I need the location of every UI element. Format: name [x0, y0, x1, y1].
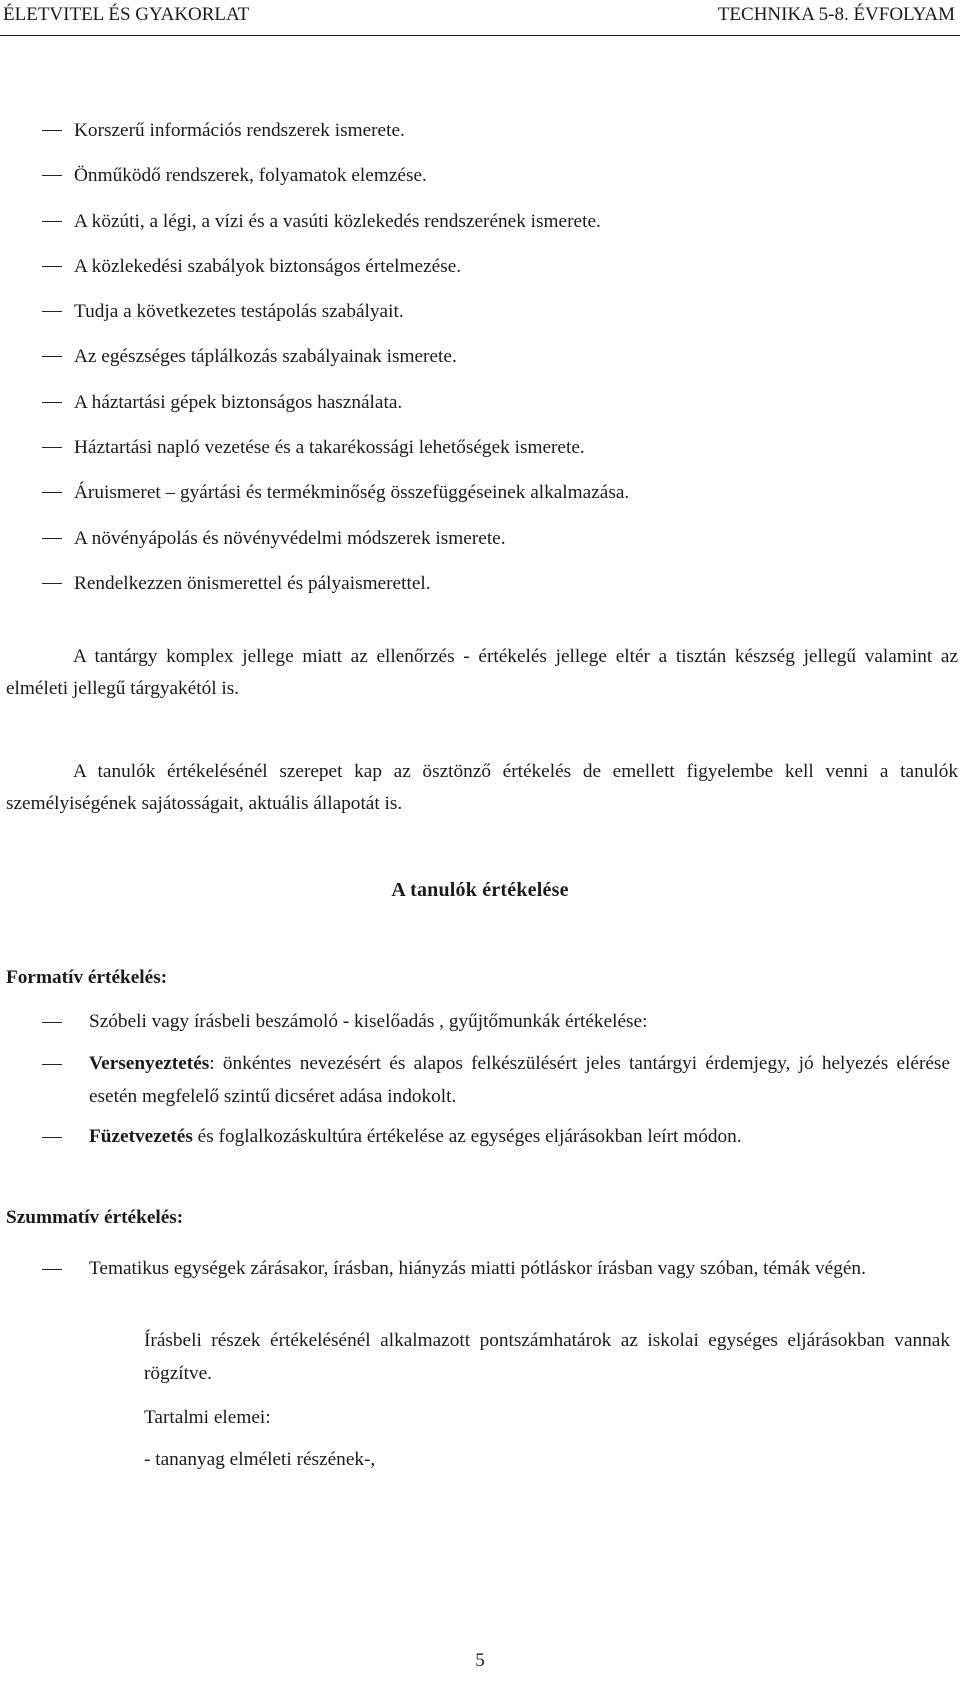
list-item-text: Háztartási napló vezetése és a takarékossági lehetőségek ismerete.: [74, 437, 585, 459]
dash-bullet-icon: [42, 402, 62, 403]
list-item: [0, 380, 900, 425]
dash-bullet-icon: [42, 447, 62, 448]
list-item-text: A növényápolás és növényvédelmi módszerek ismerete.: [74, 527, 506, 549]
dash-bullet-icon: [42, 311, 62, 312]
formative-heading: Formatív értékelés:: [6, 967, 168, 988]
list-item: [0, 1252, 950, 1285]
dash-bullet-icon: [42, 175, 62, 176]
list-item: [0, 1120, 950, 1153]
list-item: [0, 470, 900, 515]
list-item-text: A háztartási gépek biztonságos használata.: [74, 391, 403, 413]
bold-term: Versenyeztetés: [89, 1053, 210, 1074]
dash-bullet-icon: [42, 1022, 62, 1023]
content-element-item: - tananyag elméleti részének-,: [144, 1449, 376, 1470]
list-item: [0, 561, 900, 606]
dash-bullet-icon: [42, 130, 62, 131]
summative-heading: Szummatív értékelés:: [6, 1207, 184, 1228]
header-divider: [0, 35, 960, 36]
goals-list: [0, 108, 900, 606]
dash-bullet-icon: [42, 1269, 62, 1270]
header-subject-title: ÉLETVITEL ÉS GYAKORLAT: [3, 4, 250, 25]
dash-bullet-icon: [42, 266, 62, 267]
dash-bullet-icon: [42, 356, 62, 357]
list-item-rest: és foglalkozáskultúra értékelése az egységes eljárásokban leírt módon.: [192, 1126, 742, 1147]
dash-bullet-icon: [42, 583, 62, 584]
list-item: [0, 334, 900, 379]
list-item-text: Szóbeli vagy írásbeli beszámoló - kiselőadás , gyűjtőmunkák értékelése:: [89, 1011, 648, 1032]
motivational-assessment-paragraph: A tanulók értékelésénél szerepet kap az ösztönző értékelés de emellett figyelembe kell venni a tanulók személyiségének sajátosságait, aktuális állapotát is.: [6, 761, 958, 814]
list-item: [0, 425, 900, 470]
written-scoring-text: Írásbeli részek értékelésénél alkalmazott pontszámhatárok az iskolai egységes eljárásokban vannak rögzítve.: [144, 1330, 950, 1384]
list-item-text: Rendelkezzen önismerettel és pályaismerettel.: [74, 572, 431, 594]
page-header: [0, 4, 960, 34]
list-item-text: Tudja a következetes testápolás szabályait.: [74, 301, 404, 323]
dash-bullet-icon: [42, 492, 62, 493]
list-item: [0, 1005, 950, 1038]
list-item-text: Tematikus egységek zárásakor, írásban, hiányzás miatti pótláskor írásban vagy szóban, témák végén.: [89, 1258, 866, 1279]
list-item: [0, 516, 900, 561]
dash-bullet-icon: [42, 221, 62, 222]
list-item-text: A közlekedési szabályok biztonságos értelmezése.: [74, 255, 462, 277]
list-item-text: Áruismeret – gyártási és termékminőség összefüggéseinek alkalmazása.: [74, 482, 630, 504]
list-item-rest: : önkéntes nevezésért és alapos felkészülésért jeles tantárgyi érdemjegy, jó helyezés elérése esetén megfelelő szintű dicséret adása indokolt.: [89, 1053, 950, 1107]
dash-bullet-icon: [42, 1137, 62, 1138]
bold-term: Füzetvezetés: [89, 1126, 193, 1147]
list-item: [0, 244, 900, 289]
list-item: [0, 199, 900, 244]
list-item: [0, 1047, 950, 1113]
list-item-text: [89, 1120, 950, 1153]
dash-bullet-icon: [42, 538, 62, 539]
list-item: [0, 153, 900, 198]
list-item: [0, 289, 900, 334]
content-elements-label: Tartalmi elemei:: [144, 1407, 271, 1428]
list-item-text: Az egészséges táplálkozás szabályainak ismerete.: [74, 346, 457, 368]
dash-bullet-icon: [42, 1064, 62, 1065]
list-item: [0, 108, 900, 153]
assessment-nature-paragraph: A tantárgy komplex jellege miatt az ellenőrzés - értékelés jellege eltér a tisztán készség jellegű valamint az elméleti jellegű tárgyakétól is.: [6, 646, 958, 699]
list-item-text: [89, 1047, 950, 1113]
list-item-text: A közúti, a légi, a vízi és a vasúti közlekedés rendszerének ismerete.: [74, 210, 601, 232]
list-item-text: Korszerű információs rendszerek ismerete.: [74, 120, 405, 141]
section-title: A tanulók értékelése: [391, 879, 569, 901]
header-grade-title: TECHNIKA 5-8. ÉVFOLYAM: [717, 4, 955, 25]
page-number: 5: [475, 1650, 485, 1671]
list-item-text: Önműködő rendszerek, folyamatok elemzése.: [74, 165, 427, 187]
